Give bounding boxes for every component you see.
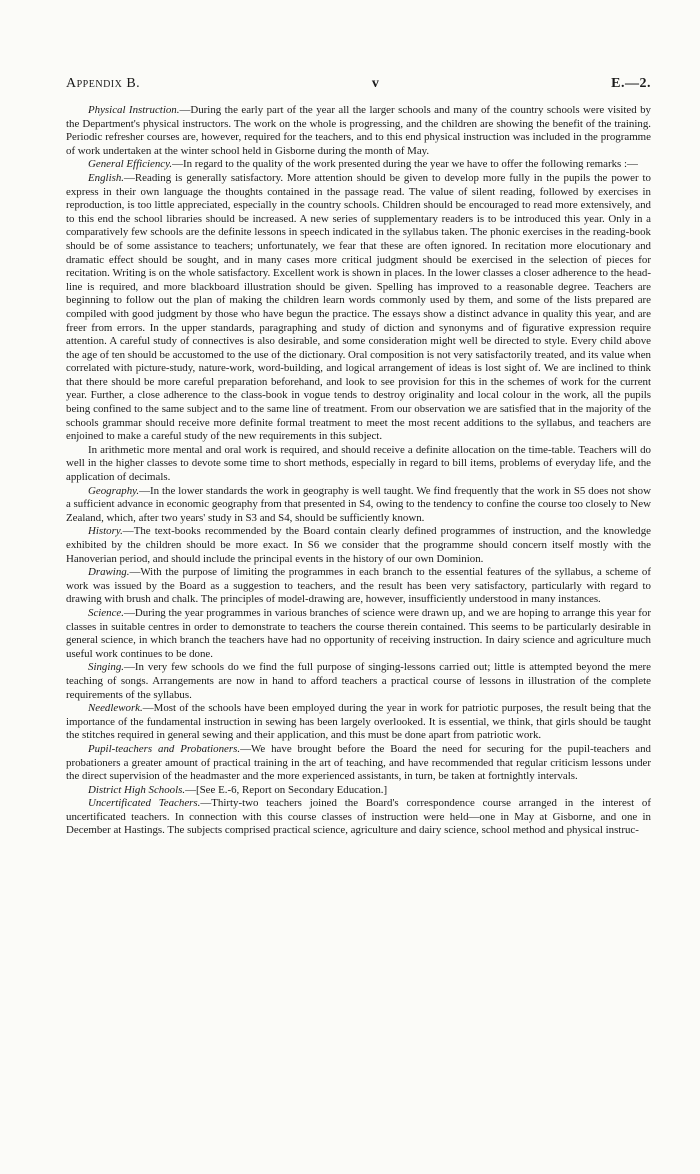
paragraph-text: —Reading is generally satisfactory. More attention should be given to develop more fully in the pupils the power to express in their own language the thoughts contained in the passage read. The value of silent reading, followed by exercises in reproduction, is too little appreciated, especially in the country schools. Children should be encouraged to read more extensively, and to this end the school libraries should be increased. A new series of supplementary readers is to be introduced this year. Only in a comparatively few schools are the definite lessons in speech indicated in the syllabus taken. The phonic exercises in the reading-book should be of some assistance to teachers; unfortunately, we fear that these are often ignored. In recitation more elocutionary and dramatic effect should be sought, and in many cases more critical judgment should be exercised in the selection of pieces for recitation. Writing is on the whole satisfactory. Excellent work is shown in places. In the lower classes a closer adherence to the head-line is required, and more blackboard illustration should be given. Spelling has improved to a reasonable degree. Teachers are beginning to follow out the plan of making the children learn words commonly used by them, and some of the lists prepared are compiled with good judgment by those who have begun the practice. The essays show a distinct advance in quality this year, and are freer from errors. In the upper standards, paragraphing and study of diction and synonyms and of figurative expression require attention. A careful study of connectives is also desirable, and some consideration might well be directed to style. Every child above the age of ten should be accustomed to the use of the dictionary. Oral composition is not very satisfactorily treated, and its value when correlated with picture-study, nature-work, word-building, and logical arrangement of ideas is lost sight of. We are inclined to think that there should be more careful preparation beforehand, and look to see provision for this in the schemes of work for the current year. Further, a close adherence to the class-book in vogue tends to destroy originality and local colour in the work, all the pupils being confined to the same subject and to the same line of treatment. From our observation we are satisfied that in the majority of the schools grammar should receive more definite formal treatment to meet the most recent additions to the syllabus, and teachers are enjoined to make a careful study of the new requirements in this subject. xyxy=(66,171,651,443)
paragraph-physical-instruction xyxy=(66,104,651,158)
paragraph-heading: General Efficiency. xyxy=(88,158,173,171)
paragraph-history xyxy=(66,525,651,566)
paragraph-science xyxy=(66,607,651,661)
paragraph-heading: Singing. xyxy=(88,661,125,674)
paragraph-heading: Pupil-teachers and Probationers. xyxy=(88,742,241,755)
paragraph-text: —With the purpose of limiting the programmes in each branch to the essential features of the syllabus, a scheme of work was issued by the Board as a suggestion to teachers, and the result has been very satisfactory, particularly with regard to drawing with brush and chalk. The principles of model-drawing are, however, insufficiently understood in many instances. xyxy=(66,566,651,606)
paragraph-text: —In very few schools do we find the full purpose of singing-lessons carried out; little is attempted beyond the mere teaching of songs. Arrangements are now in hand to afford teachers a practical course of lessons in illustration of the complete requirements of the syllabus. xyxy=(66,661,651,701)
paragraph-text: —The text-books recommended by the Board contain clearly defined programmes of instruction, and the knowledge exhibited by the children should be more exact. In S6 we consider that the programme should concern itself mostly with the Hanoverian period, and should include the principal events in the history of our own Dominion. xyxy=(66,525,651,565)
report-body xyxy=(66,104,651,838)
paragraph-text: —We have brought before the Board the need for securing for the pupil-teachers and probationers a greater amount of practical training in the art of teaching, and have recommended that regular criticism lessons under the direct supervision of the headmaster and the more experienced assistants, in turn, be taken at fortnightly intervals. xyxy=(66,742,651,783)
paragraph-heading: Drawing. xyxy=(88,566,130,579)
paragraph-needlework xyxy=(66,702,651,743)
paragraph-arithmetic xyxy=(66,444,651,485)
paragraph-district-high-schools xyxy=(66,784,651,798)
paragraph-text: —In the lower standards the work in geography is well taught. We find frequently that the work in S5 does not show a sufficient advance in economic geography from that presented in S4, owing to the tendency to confine the course too closely to New Zealand, which, after two years' study in S3 and S4, should be sufficiently known. xyxy=(66,484,651,524)
paragraph-english xyxy=(66,172,651,444)
header-series-code: E.—2. xyxy=(611,76,651,91)
paragraph-pupil-teachers xyxy=(66,743,651,784)
paragraph-heading: Needlework. xyxy=(88,702,143,715)
paragraph-heading: English. xyxy=(88,171,125,184)
paragraph-uncertificated-teachers xyxy=(66,797,651,838)
paragraph-text: —Most of the schools have been employed during the year in work for patriotic purposes, the result being that the importance of the fundamental instruction in sewing has been largely overlooked. It is essential, we think, that girls should be taught the stitches required in general sewing and their application, and this must be done apart from patriotic work. xyxy=(66,702,651,742)
paragraph-singing xyxy=(66,661,651,702)
paragraph-heading: District High Schools. xyxy=(88,783,186,796)
paragraph-drawing xyxy=(66,566,651,607)
paragraph-heading: Physical Instruction. xyxy=(88,104,180,116)
header-appendix: Appendix B. xyxy=(66,76,141,91)
paragraph-text: —During the year programmes in various branches of science were drawn up, and we are hoping to arrange this year for classes in suitable centres in order to demonstrate to teachers the course therein contained. This seems to be particularly desirable in general science, in which branch the teachers have had no opportunity of receiving instruction. In dairy science and agriculture much useful work continues to be done. xyxy=(66,606,651,660)
paragraph-text: —During the early part of the year all the larger schools and many of the country schools were visited by the Department's physical instructors. The work on the whole is progressing, and the children are showing the benefit of the training. Periodic refresher courses are, however, required for the teachers, and to this end physical instruction was included in the programme of work undertaken at the winter school held in Gisborne during the month of May. xyxy=(66,104,651,157)
paragraph-heading: Geography. xyxy=(88,484,140,497)
paragraph-geography xyxy=(66,485,651,526)
header-page-number: v xyxy=(371,76,380,91)
paragraph-heading: Uncertificated Teachers. xyxy=(88,797,201,810)
paragraph-text: In arithmetic more mental and oral work is required, and should receive a definite allocation on the time-table. Teachers will do well in the higher classes to devote some time to short methods, especially in regard to bill items, problems of everyday life, and the application of decimals. xyxy=(66,443,651,484)
paragraph-text: —In regard to the quality of the work presented during the year we have to offer the following remarks :— xyxy=(172,158,638,171)
paragraph-text: —[See E.-6, Report on Secondary Education.] xyxy=(185,783,388,796)
paragraph-general-efficiency xyxy=(66,158,651,172)
paragraph-heading: History. xyxy=(88,525,123,538)
paragraph-text: —Thirty-two teachers joined the Board's correspondence course arranged in the interest of uncertificated teachers. In connection with this course classes of instruction were held—one in May at Gisborne, and one in December at Hastings. The subjects comprised practical science, agriculture and dairy science, school method and physical instruc- xyxy=(66,797,651,837)
paragraph-heading: Science. xyxy=(88,606,124,619)
page-header xyxy=(66,76,651,92)
